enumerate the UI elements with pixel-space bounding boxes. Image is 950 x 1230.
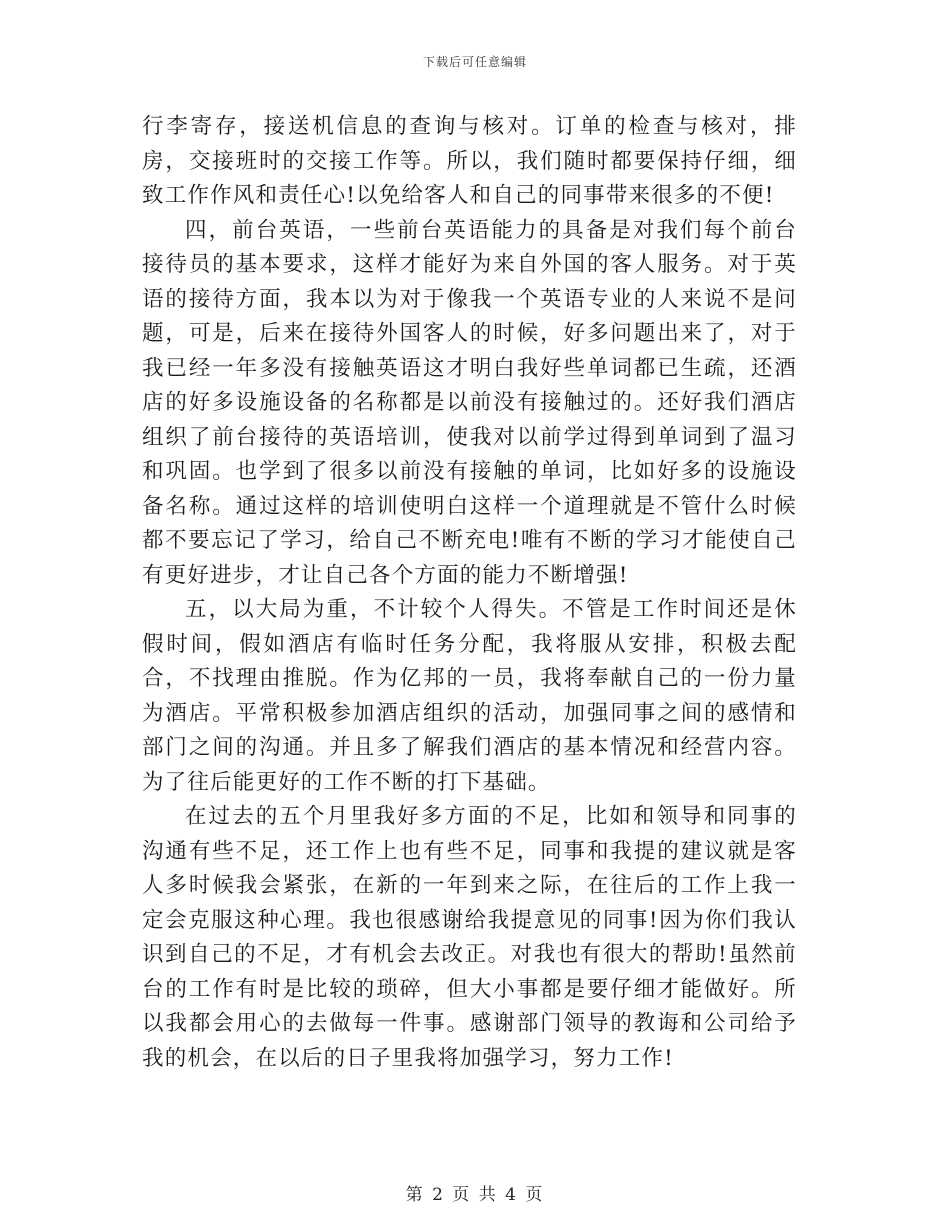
paragraph-continued: 行李寄存，接送机信息的查询与核对。订单的检查与核对，排房，交接班时的交接工作等。所以，我们随时都要保持仔细，细致工作作风和责任心!以免给客人和自己的同事带来很多的不便! xyxy=(142,114,797,208)
paragraph-big-picture: 五，以大局为重，不计较个人得失。不管是工作时间还是休假时间，假如酒店有临时任务分配，我将服从安排，积极去配合，不找理由推脱。作为亿邦的一员，我将奉献自己的一份力量为酒店。平常积极参加酒店组织的活动，加强同事之间的感情和部门之间的沟通。并且多了解我们酒店的基本情况和经营内容。为了往后能更好的工作不断的打下基础。 xyxy=(142,597,797,795)
page-number-footer: 第 2 页 共 4 页 xyxy=(405,1185,545,1205)
paragraph-front-desk-english: 四，前台英语，一些前台英语能力的具备是对我们每个前台接待员的基本要求，这样才能好为来自外国的客人服务。对于英语的接待方面，我本以为对于像我一个英语专业的人来说不是问题，可是，后来在接待外国客人的时候，好多问题出来了，对于我已经一年多没有接触英语这才明白我好些单词都已生疏，还酒店的好多设施设备的名称都是以前没有接触过的。还好我们酒店组织了前台接待的英语培训，使我对以前学过得到单词到了温习和巩固。也学到了很多以前没有接触的单词，比如好多的设施设备名称。通过这样的培训使明白这样一个道理就是不管什么时候都不要忘记了学习，给自己不断充电!唯有不断的学习才能使自己有更好进步，才让自己各个方面的能力不断增强! xyxy=(142,217,797,588)
page-header-note: 下载后可任意编辑 xyxy=(422,55,527,69)
paragraph-shortcomings: 在过去的五个月里我好多方面的不足，比如和领导和同事的沟通有些不足，还工作上也有些不足，同事和我提的建议就是客人多时候我会紧张，在新的一年到来之际，在往后的工作上我一定会克服这种心理。我也很感谢给我提意见的同事!因为你们我认识到自己的不足，才有机会去改正。对我也有很大的帮助!虽然前台的工作有时是比较的琐碎，但大小事都是要仔细才能做好。所以我都会用心的去做每一件事。感谢部门领导的教诲和公司给予我的机会，在以后的日子里我将加强学习，努力工作! xyxy=(142,804,797,1071)
document-body xyxy=(142,110,797,1076)
